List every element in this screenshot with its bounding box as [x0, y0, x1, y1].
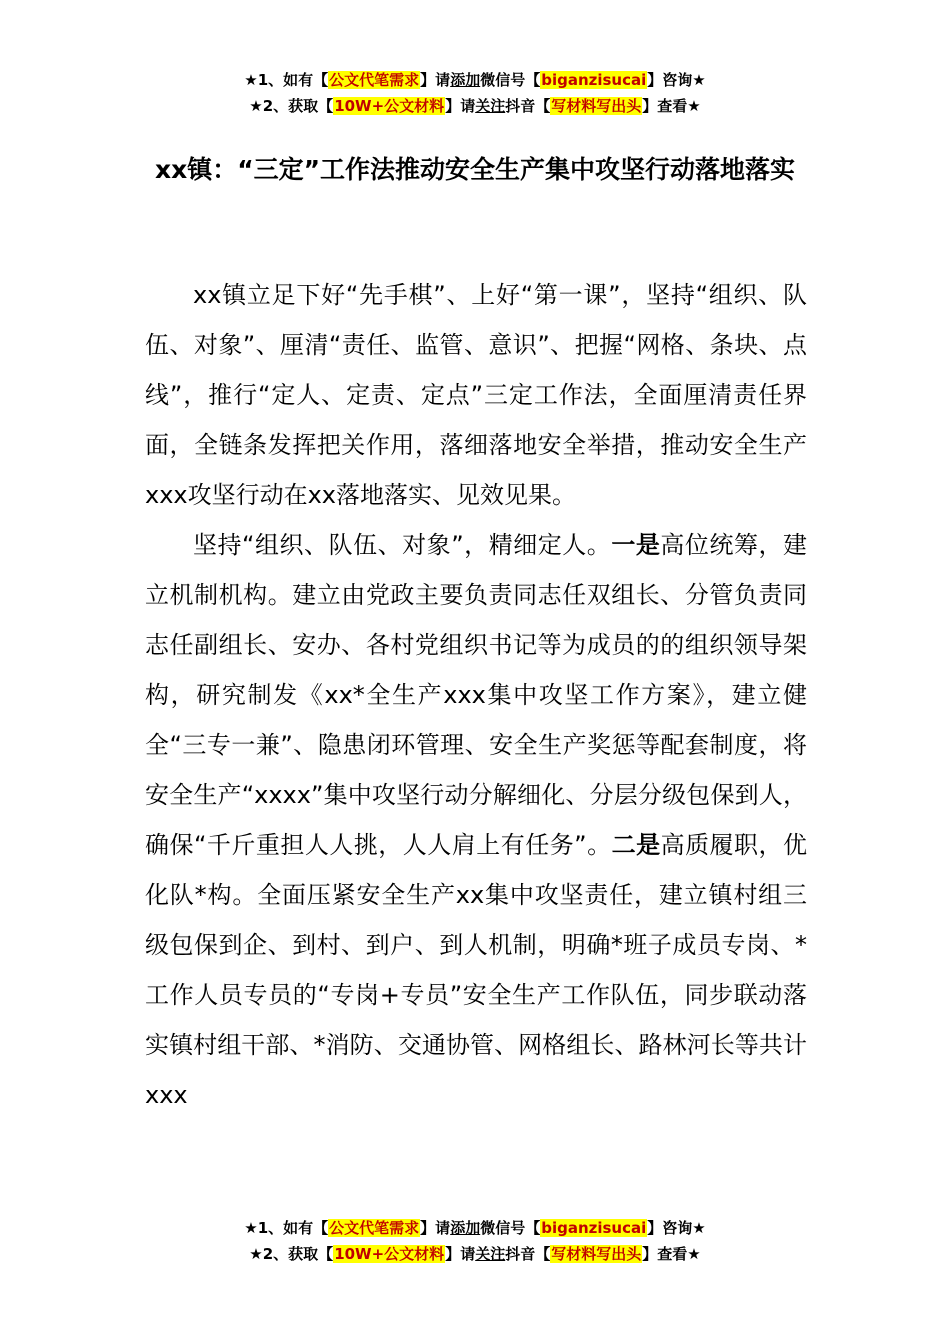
- banner-text: 】请: [445, 1245, 476, 1263]
- banner-line-1: [0, 67, 950, 93]
- banner-underline: 关注: [475, 1245, 506, 1263]
- banner-text: 】咨询★: [647, 71, 706, 89]
- banner-text: 】查看★: [642, 1245, 701, 1263]
- banner-text: 微信号【: [480, 71, 541, 89]
- paragraph-personnel: [145, 520, 807, 1120]
- banner-text: 】咨询★: [647, 1219, 706, 1237]
- banner-text: ★2、获取【: [249, 1245, 334, 1263]
- banner-text: ★1、如有【: [244, 71, 329, 89]
- paragraph-text: 坚持“组织、队伍、对象”，精细定人。: [193, 531, 612, 559]
- paragraph-text: 高质履职，优化队*构。全面压紧安全生产xx集中攻坚责任，建立镇村组三级包保到企、到村、到户、到人机制，明确*班子成员专岗、*工作人员专员的“专岗+专员”安全生产工作队伍，同步联动落实镇村组干部、*消防、交通协管、网格组长、路林河长等共计xxx: [145, 831, 808, 1109]
- banner-highlight-service: 公文代笔需求: [329, 71, 420, 89]
- banner-text: 】请: [420, 1219, 451, 1237]
- banner-underline: 添加: [450, 1219, 481, 1237]
- paragraph-intro: xx镇立足下好“先手棋”、上好“第一课”，坚持“组织、队伍、对象”、厘清“责任、监管、意识”、把握“网格、条块、点线”，推行“定人、定责、定点”三定工作法，全面厘清责任界面，全链条发挥把关作用，落细落地安全举措，推动安全生产xxx攻坚行动在xx落地落实、见效见果。: [145, 281, 807, 509]
- banner-text: 】请: [445, 97, 476, 115]
- banner-line-2: [0, 93, 950, 119]
- banner-text: ★1、如有【: [244, 1219, 329, 1237]
- paragraph-text: 高位统筹，建立机制机构。建立由党政主要负责同志任双组长、分管负责同志任副组长、安办、各村党组织书记等为成员的的组织领导架构，研究制发《xx*全生产xxx集中攻坚工作方案》，建立健全“三专一兼”、隐患闭环管理、安全生产奖惩等配套制度，将安全生产“xxxx”集中攻坚行动分解细化、分层分级包保到人，确保“千斤重担人人挑，人人肩上有任务”。: [145, 531, 808, 859]
- banner-highlight-douyin: 写材料写出头: [551, 97, 642, 115]
- bold-marker-second: 二是: [611, 831, 661, 859]
- banner-text: 】查看★: [642, 97, 701, 115]
- banner-text: 】请: [420, 71, 451, 89]
- banner-text: ★2、获取【: [249, 97, 334, 115]
- document-body: [145, 270, 807, 1120]
- banner-underline: 添加: [450, 71, 481, 89]
- bold-marker-first: 一是: [611, 531, 661, 559]
- footer-banner: [0, 1215, 950, 1267]
- banner-highlight-materials: 10W+公文材料: [334, 97, 445, 115]
- banner-highlight-wechat: biganzisucai: [541, 1219, 647, 1237]
- header-banner: [0, 67, 950, 119]
- document-title: xx镇：“三定”工作法推动安全生产集中攻坚行动落地落实: [154, 155, 796, 184]
- banner-highlight-materials: 10W+公文材料: [334, 1245, 445, 1263]
- banner-text: 微信号【: [480, 1219, 541, 1237]
- banner-highlight-wechat: biganzisucai: [541, 71, 647, 89]
- banner-underline: 关注: [475, 97, 506, 115]
- banner-line-2: [0, 1241, 950, 1267]
- banner-text: 抖音【: [505, 97, 551, 115]
- banner-text: 抖音【: [505, 1245, 551, 1263]
- banner-highlight-service: 公文代笔需求: [329, 1219, 420, 1237]
- banner-line-1: [0, 1215, 950, 1241]
- banner-highlight-douyin: 写材料写出头: [551, 1245, 642, 1263]
